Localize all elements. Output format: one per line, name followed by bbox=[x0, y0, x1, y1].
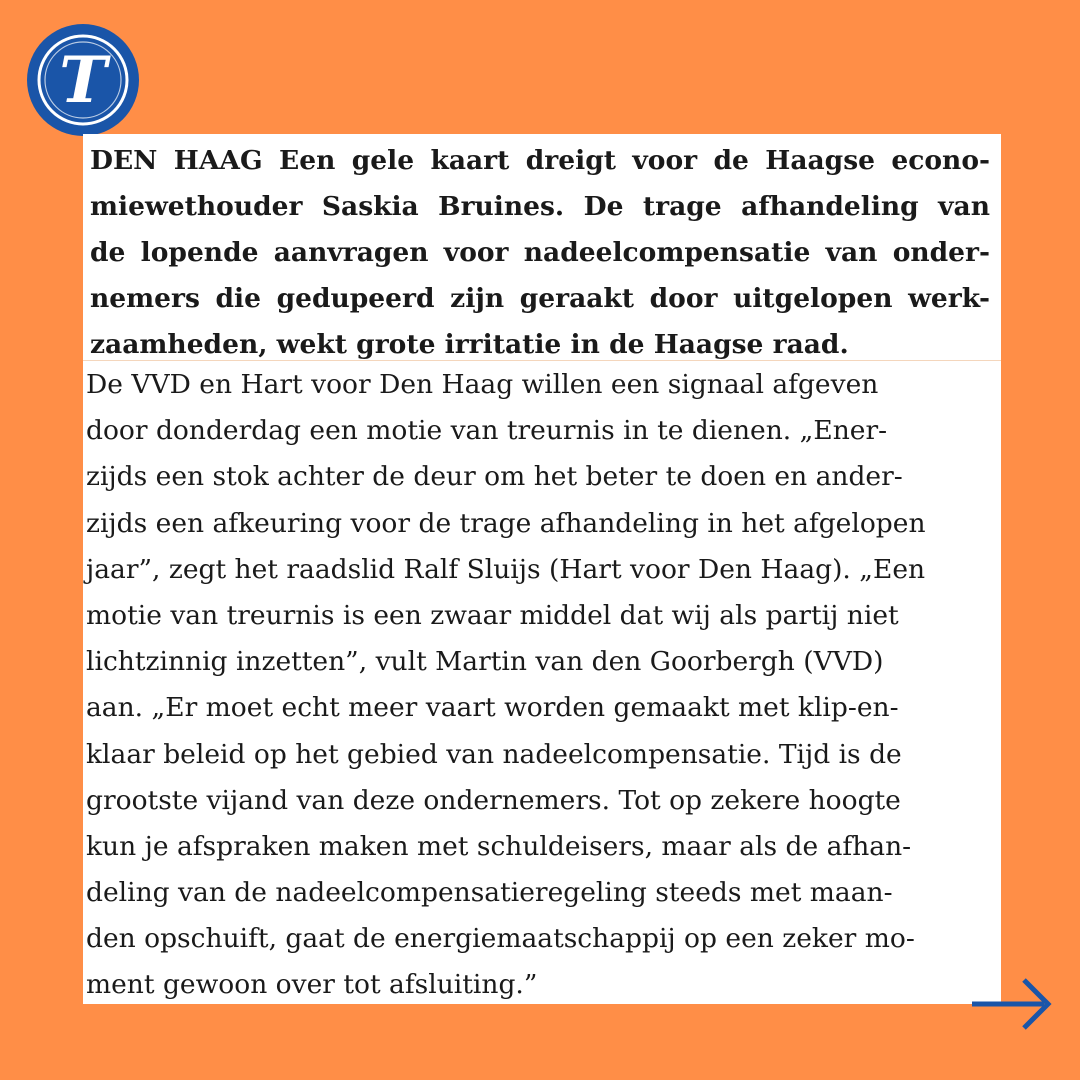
body-line: door donderdag een motie van treurnis in te dienen. „Ener- bbox=[86, 415, 888, 447]
body-line: zijds een afkeuring voor de trage afhandeling in het afgelopen bbox=[86, 507, 926, 539]
body-line: jaar”, zegt het raadslid Ralf Sluijs (Hart voor Den Haag). „Een bbox=[86, 553, 926, 585]
body-line: ment gewoon over tot afsluiting.” bbox=[86, 969, 538, 1001]
body-line: deling van de nadeelcompensatieregeling steeds met maan- bbox=[86, 877, 893, 909]
lead-line: de lopende aanvragen voor nadeelcompensatie van onder- bbox=[90, 237, 990, 268]
arrow-right-icon bbox=[970, 972, 1054, 1036]
body-line: zijds een stok achter de deur om het beter te doen en ander- bbox=[86, 461, 903, 493]
body-line: motie van treurnis is een zwaar middel dat wij als partij niet bbox=[86, 599, 899, 631]
body-line: den opschuift, gaat de energiemaatschappij op een zeker mo- bbox=[86, 923, 915, 955]
body-line: klaar beleid op het gebied van nadeelcompensatie. Tijd is de bbox=[86, 738, 902, 770]
lead-line: DEN HAAG Een gele kaart dreigt voor de Haagse econo- bbox=[90, 145, 990, 176]
lead-line: nemers die gedupeerd zijn geraakt door uitgelopen werk- bbox=[90, 283, 990, 314]
next-page-button[interactable] bbox=[970, 972, 1054, 1036]
lead-line: miewethouder Saskia Bruines. De trage afhandeling van bbox=[90, 191, 990, 222]
telegraaf-logo bbox=[27, 24, 139, 136]
body-line: kun je afspraken maken met schuldeisers, maar als de afhan- bbox=[86, 830, 912, 862]
article-body bbox=[86, 362, 994, 1009]
body-line: lichtzinnig inzetten”, vult Martin van den Goorbergh (VVD) bbox=[86, 646, 884, 678]
article-lead bbox=[90, 138, 990, 368]
lead-divider bbox=[83, 360, 1001, 361]
body-line: grootste vijand van deze ondernemers. Tot op zekere hoogte bbox=[86, 784, 901, 816]
logo-letter: T bbox=[59, 43, 107, 118]
body-line: aan. „Er moet echt meer vaart worden gemaakt met klip-en- bbox=[86, 692, 899, 724]
article-card bbox=[83, 134, 1001, 1004]
body-line: De VVD en Hart voor Den Haag willen een signaal afgeven bbox=[86, 369, 879, 400]
lead-line: zaamheden, wekt grote irritatie in de Haagse raad. bbox=[90, 329, 849, 360]
telegraaf-logo-mark bbox=[27, 24, 139, 136]
